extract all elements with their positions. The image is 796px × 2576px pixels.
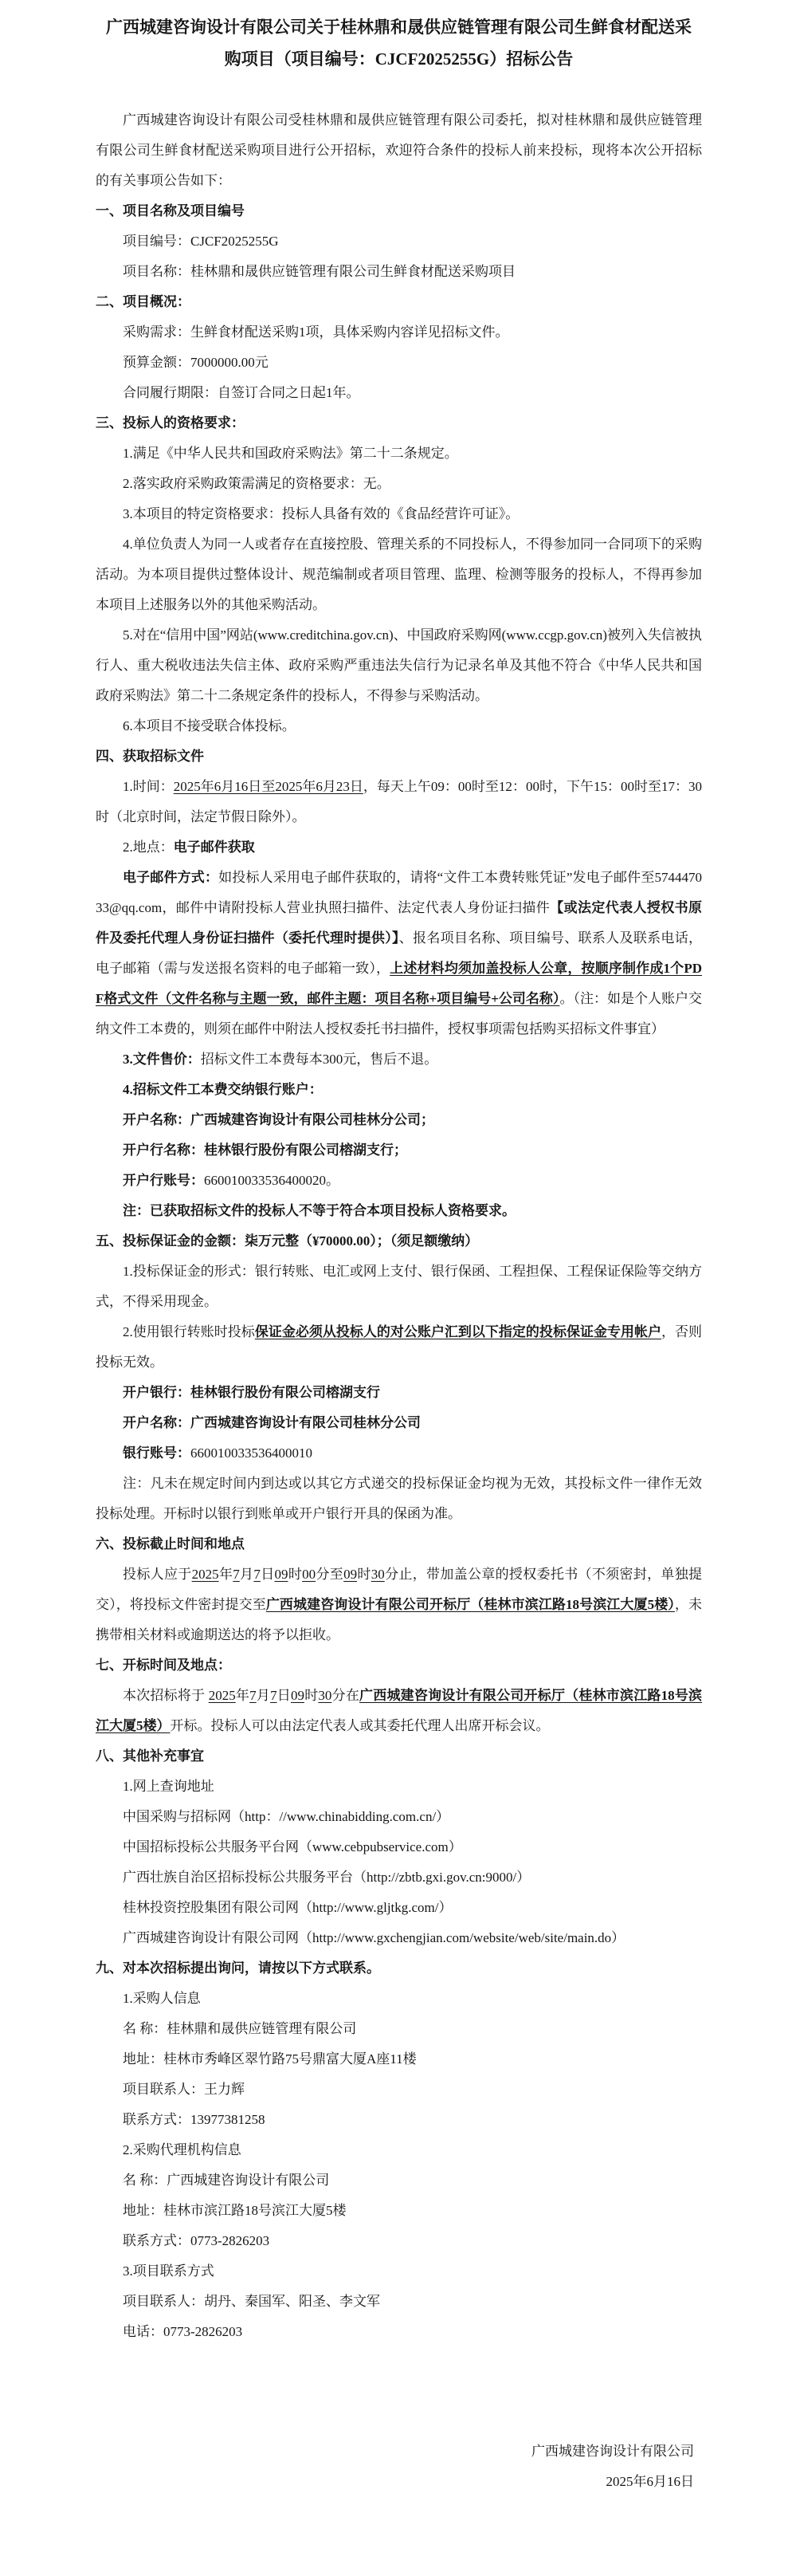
text-run: 7 — [253, 1567, 261, 1582]
text-run: 5.对在“信用中国”网站(www.creditchina.gov.cn)、中国政府采购网(www.ccgp.gov.cn)被列入失信被执行人、重大税收违法失信主体、政府采购严重违法失信行为记录名单及其他不符合《中华人民共和国政府采购法》第二十二条规定条件的投标人，不得参与采购活动。 — [96, 627, 702, 703]
paragraph — [96, 348, 702, 378]
text-run: 桂林投资控股集团有限公司网（http://www.gljtkg.com/） — [123, 1900, 453, 1915]
text-run: 。（注：如是个人账户交纳文件工本费的，则须在邮件中附法人授权委托书扫描件，授权事项需包括购买招标文件事宜） — [96, 991, 703, 1036]
section-heading — [96, 1741, 702, 1772]
text-run: 09 — [290, 1688, 304, 1703]
paragraph — [96, 2165, 702, 2196]
text-run: 09 — [343, 1567, 358, 1582]
text-run: 1.满足《中华人民共和国政府采购法》第二十二条规定。 — [123, 446, 458, 461]
text-run: 注：已获取招标文件的投标人不等于符合本项目投标人资格要求。 — [123, 1203, 516, 1218]
text-run: 银行账号： — [123, 1445, 190, 1461]
text-run: 本次招标将于 — [123, 1688, 209, 1703]
paragraph — [96, 1438, 702, 1469]
text-run: ，未携带相关材料或逾期送达的将予以拒收。 — [96, 1597, 703, 1642]
text-run: 九、对本次招标提出询问，请按以下方式联系。 — [96, 1961, 380, 1976]
text-run: 660010033536400020。 — [204, 1173, 339, 1188]
text-run: 月 — [256, 1688, 271, 1703]
paragraph — [96, 439, 702, 469]
text-run: 八、其他补充事宜 — [96, 1748, 204, 1764]
paragraph — [96, 2075, 702, 2105]
paragraph — [96, 257, 702, 287]
text-run: 中国招标投标公共服务平台网（www.cebpubservice.com） — [123, 1839, 462, 1854]
text-run: 投标人应于 — [123, 1567, 192, 1582]
text-run: 预算金额：7000000.00元 — [123, 355, 269, 370]
text-run: 二、项目概况： — [96, 294, 190, 309]
text-run: 四、获取招标文件 — [96, 749, 204, 764]
paragraph — [96, 1923, 702, 1953]
paragraph — [96, 1105, 702, 1135]
paragraph — [96, 1893, 702, 1923]
text-run: 广西城建咨询设计有限公司开标厅（桂林市滨江路18号滨江大厦5楼） — [265, 1597, 675, 1612]
text-run: 广西壮族自治区招标投标公共服务平台（http://zbtb.gxi.gov.cn:9000/） — [123, 1870, 531, 1885]
paragraph — [96, 2256, 702, 2287]
paragraph — [96, 1378, 702, 1408]
paragraph — [96, 1408, 702, 1438]
text-run: 五、投标保证金的金额：柒万元整（¥70000.00）；（须足额缴纳） — [96, 1233, 479, 1249]
paragraph — [96, 317, 702, 348]
text-run: 上述材料均须加盖投标人公章，按顺序制作成1个PDF格式文件（文件名称与主题一致，邮件主题：项目名称+项目编号+公司名称） — [96, 961, 702, 1006]
text-run: 如投标人采用电子邮件获取的，请将“文件工本费转账凭证”发电子邮件至574447033@qq.com，邮件中请附投标人营业执照扫描件、法定代表人身份证扫描件 — [96, 870, 702, 915]
text-run: 日 — [276, 1688, 291, 1703]
text-run: 1.网上查询地址 — [123, 1779, 214, 1794]
text-run: 三、投标人的资格要求： — [96, 415, 245, 431]
text-run: 广西城建咨询设计有限公司受桂林鼎和晟供应链管理有限公司委托，拟对桂林鼎和晟供应链管理有限公司生鲜食材配送采购项目进行公开招标，欢迎符合条件的投标人前来投标，现将本次公开招标的有关事项公告如下： — [96, 112, 702, 188]
section-heading — [96, 287, 702, 317]
paragraph — [96, 772, 702, 832]
text-run: 招标文件工本费每本300元，售后不退。 — [200, 1052, 438, 1067]
text-run: 合同履行期限：自签订合同之日起1年。 — [123, 385, 360, 400]
text-run: 时 — [304, 1688, 319, 1703]
text-run: 名 称：广西城建咨询设计有限公司 — [123, 2173, 330, 2188]
text-run: 1.采购人信息 — [123, 1991, 201, 2006]
paragraph — [96, 1559, 702, 1650]
paragraph — [96, 1772, 702, 1802]
text-run: 一、项目名称及项目编号 — [96, 203, 245, 218]
paragraph — [96, 1802, 702, 1832]
paragraph — [96, 1135, 702, 1166]
text-run: 时 — [357, 1567, 371, 1582]
text-run: 广西城建咨询设计有限公司开标厅（桂林市滨江路18号滨江大厦5楼） — [96, 1688, 703, 1733]
paragraph — [96, 620, 702, 711]
text-run: 开标。投标人可以由法定代表人或其委托代理人出席开标会议。 — [170, 1718, 550, 1733]
text-run: 2025 — [191, 1567, 219, 1582]
paragraph — [96, 2287, 702, 2317]
section-heading — [96, 1226, 702, 1257]
text-run: 660010033536400010 — [190, 1445, 312, 1461]
text-run: 地址：桂林市秀峰区翠竹路75号鼎富大厦A座11楼 — [123, 2051, 417, 2067]
text-run: 分在 — [331, 1688, 360, 1703]
text-run: 4.招标文件工本费交纳银行账户： — [123, 1082, 323, 1097]
text-run: 名 称：桂林鼎和晟供应链管理有限公司 — [123, 2021, 357, 2036]
paragraph — [96, 1681, 702, 1741]
text-run: 采购需求：生鲜食材配送采购1项，具体采购内容详见招标文件。 — [123, 324, 509, 340]
text-run: 2.采购代理机构信息 — [123, 2142, 241, 2157]
text-run: 3.本项目的特定资格要求：投标人具备有效的《食品经营许可证》。 — [123, 506, 520, 521]
text-run: 09 — [274, 1567, 288, 1582]
text-run: 2025年6月16日至2025年6月23日 — [173, 779, 363, 794]
paragraph — [96, 499, 702, 529]
paragraph — [96, 2196, 702, 2226]
section-heading — [96, 741, 702, 772]
text-run: 项目名称：桂林鼎和晟供应链管理有限公司生鲜食材配送采购项目 — [123, 264, 516, 279]
paragraph — [96, 1862, 702, 1893]
text-run: 联系方式：0773-2826203 — [123, 2233, 270, 2248]
paragraph — [96, 2317, 702, 2347]
page-title: 广西城建咨询设计有限公司关于桂林鼎和晟供应链管理有限公司生鲜食材配送采购项目（项目编号：CJCF2025255G）招标公告 — [106, 18, 692, 69]
text-run: 日 — [260, 1567, 275, 1582]
paragraph — [96, 529, 702, 620]
text-run: 7 — [270, 1688, 277, 1703]
paragraph — [96, 1832, 702, 1862]
text-run: 00 — [302, 1567, 316, 1582]
text-run: 中国采购与招标网（http：//www.chinabidding.com.cn/） — [123, 1809, 450, 1824]
paragraph — [96, 1984, 702, 2014]
document-body — [96, 105, 702, 2347]
text-run: 年 — [235, 1688, 250, 1703]
paragraph — [96, 1196, 702, 1226]
text-run: 项目联系人：王力辉 — [123, 2082, 245, 2097]
text-run: 3.文件售价： — [123, 1052, 201, 1067]
text-run: 7 — [233, 1567, 240, 1582]
text-run: 地址：桂林市滨江路18号滨江大厦5楼 — [123, 2203, 347, 2218]
paragraph — [96, 2105, 702, 2135]
paragraph — [96, 2226, 702, 2256]
text-run: 广西城建咨询设计有限公司网（http://www.gxchengjian.com/website/web/site/main.do） — [123, 1930, 625, 1945]
paragraph — [96, 2044, 702, 2075]
paragraph — [96, 1075, 702, 1105]
text-run: 电子邮件获取 — [173, 840, 255, 855]
text-run: 分止，带加盖公章的授权委托书（不须密封，单独提交），将投标文件密封提交至 — [96, 1567, 703, 1612]
text-run: 项目联系人：胡丹、秦国军、阳圣、李文军 — [123, 2294, 380, 2309]
text-run: 4.单位负责人为同一人或者存在直接控股、管理关系的不同投标人，不得参加同一合同项下的采购活动。为本项目提供过整体设计、规范编制或者项目管理、监理、检测等服务的投标人，不得再参加本项目上述服务以外的其他采购活动。 — [96, 537, 702, 612]
text-run: 【或法定代表人授权书原件及委托代理人身份证扫描件（委托代理时提供）】 — [96, 900, 702, 946]
paragraph — [96, 1257, 702, 1317]
paragraph — [96, 1044, 702, 1075]
footer-company: 广西城建咨询设计有限公司 — [531, 2444, 694, 2459]
paragraph — [96, 378, 702, 408]
section-heading — [96, 1953, 702, 1984]
text-run: 30 — [371, 1567, 385, 1582]
paragraph — [96, 226, 702, 257]
footer-date: 2025年6月16日 — [606, 2474, 694, 2489]
paragraph — [96, 469, 702, 499]
paragraph — [96, 1317, 702, 1378]
text-run: 2.使用银行转账时投标 — [123, 1324, 255, 1339]
text-run: 1.投标保证金的形式：银行转账、电汇或网上支付、银行保函、工程担保、工程保证保险等交纳方式，不得采用现金。 — [96, 1264, 702, 1309]
text-run: 开户名称：广西城建咨询设计有限公司桂林分公司； — [123, 1112, 434, 1127]
paragraph — [96, 105, 702, 196]
text-run: 项目编号：CJCF2025255G — [123, 234, 279, 249]
text-run: 时 — [288, 1567, 303, 1582]
section-heading — [96, 1529, 702, 1559]
text-run: 2025 — [208, 1688, 236, 1703]
text-run: 开户行账号： — [123, 1173, 204, 1188]
text-run: 七、开标时间及地点： — [96, 1658, 231, 1673]
text-run: 注：凡未在规定时间内到达或以其它方式递交的投标保证金均视为无效，其投标文件一律作无效投标处理。开标时以银行到账单或开户银行开具的保函为准。 — [96, 1476, 702, 1521]
text-run: ，每天上午09：00时至12：00时，下午15：00时至17：30时（北京时间，法定节假日除外）。 — [96, 779, 703, 824]
text-run: 月 — [239, 1567, 254, 1582]
text-run: 3.项目联系方式 — [123, 2263, 214, 2279]
paragraph — [96, 2135, 702, 2165]
text-run: 7 — [249, 1688, 257, 1703]
paragraph — [96, 1469, 702, 1529]
text-run: 6.本项目不接受联合体投标。 — [123, 718, 296, 733]
text-run: 开户名称：广西城建咨询设计有限公司桂林分公司 — [123, 1415, 421, 1430]
document-footer — [96, 2436, 702, 2497]
text-run: 保证金必须从投标人的对公账户汇到以下指定的投标保证金专用帐户 — [254, 1324, 661, 1339]
text-run: 分至 — [316, 1567, 344, 1582]
text-run: 2.落实政府采购政策需满足的资格要求：无。 — [123, 476, 390, 491]
paragraph — [96, 1166, 702, 1196]
text-run: 、报名项目名称、项目编号、联系人及联系电话，电子邮箱（需与发送报名资料的电子邮箱一致）， — [96, 930, 703, 976]
text-run: 年 — [218, 1567, 233, 1582]
section-heading — [96, 196, 702, 226]
text-run: 1.时间： — [123, 779, 174, 794]
text-run: 2.地点： — [123, 840, 174, 855]
text-run: 联系方式：13977381258 — [123, 2112, 265, 2127]
paragraph — [96, 2014, 702, 2044]
text-run: 电话：0773-2826203 — [123, 2324, 243, 2339]
text-run: ，否则投标无效。 — [96, 1324, 703, 1370]
paragraph — [96, 832, 702, 863]
text-run: 开户行名称：桂林银行股份有限公司榕湖支行； — [123, 1142, 407, 1158]
text-run: 30 — [318, 1688, 332, 1703]
paragraph — [96, 711, 702, 741]
text-run: 开户银行：桂林银行股份有限公司榕湖支行 — [123, 1385, 380, 1400]
paragraph — [96, 863, 702, 1044]
section-heading — [96, 1650, 702, 1681]
text-run: 六、投标截止时间和地点 — [96, 1536, 245, 1551]
text-run: 电子邮件方式： — [123, 870, 219, 885]
section-heading — [96, 408, 702, 439]
